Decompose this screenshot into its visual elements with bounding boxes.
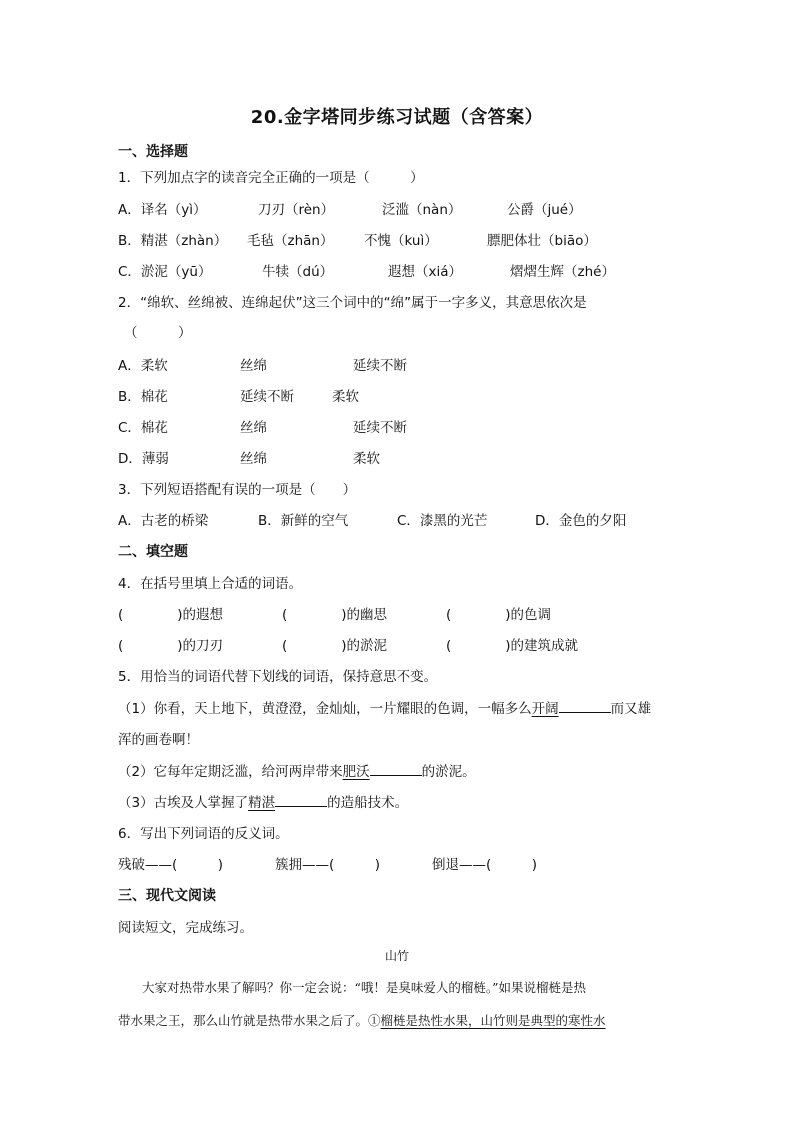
section-heading-reading: 三、现代文阅读 [118, 888, 216, 904]
question-5-part-1: （1）你看，天上地下，黄澄澄，金灿灿，一片耀眼的色调，一幅多么开阔 而又雄 [118, 701, 652, 717]
underlined-word: 开阔 [531, 701, 559, 717]
reading-title: 山竹 [384, 949, 409, 963]
reading-paragraph-line-1: 大家对热带水果了解吗？你一定会说：“哦！是臭味爱人的榴梿。”如果说榴梿是热 [142, 980, 587, 995]
question-3-stem: 3．下列短语搭配有误的一项是（ ） [118, 482, 357, 498]
question-5-part-1-cont: 浑的画卷啊！ [118, 732, 199, 748]
answer-blank[interactable] [370, 763, 422, 776]
question-4-stem: 4．在括号里填上合适的词语。 [118, 576, 303, 592]
underlined-word: 精湛 [248, 795, 276, 811]
answer-blank[interactable] [275, 794, 327, 807]
underlined-sentence: 榴梿是热性水果，山竹则是典型的寒性水 [380, 1013, 606, 1028]
reading-instruction: 阅读短文，完成练习。 [118, 920, 253, 936]
question-6-stem: 6．写出下列词语的反义词。 [118, 826, 289, 842]
question-2-stem: 2．“绵软、丝绵被、连绵起伏”这三个词中的“绵”属于一字多义，其意思依次是 [118, 295, 587, 311]
underlined-word: 肥沃 [342, 764, 370, 780]
reading-paragraph-line-2: 带水果之王，那么山竹就是热带水果之后了。①榴梿是热性水果，山竹则是典型的寒性水 [118, 1013, 606, 1028]
answer-blank[interactable] [559, 700, 611, 713]
question-5-part-2: （2）它每年定期泛滥，给河两岸带来肥沃 的淤泥。 [118, 764, 476, 780]
question-1-stem: 1．下列加点字的读音完全正确的一项是（ ） [118, 170, 424, 186]
page-title: 20.金字塔同步练习试题（含答案） [250, 107, 544, 128]
question-2-answer-paren: （ ） [124, 325, 192, 341]
question-5-stem: 5．用恰当的词语代替下划线的词语，保持意思不变。 [118, 669, 438, 685]
worksheet-page: 20.金字塔同步练习试题（含答案） 一、选择题 1．下列加点字的读音完全正确的一项是（ ） A．译名（yì） 刀刃（rèn） 泛滥（nàn） 公爵（jué） B．精湛（zhàn） 毛毡（zhān） 不愧（kuì） 膘肥体壮（biāo） C．淤泥（yū） 牛犊（dú） 遐想（xiá） 熠熠生辉（zhé） 2．“绵软、丝绵被、连绵起伏”这三个词中的“绵”属于一字多义，其意思依次是 （ ） A．柔软 丝绵 延续不断 B．棉花 延续不断 柔软 C．棉花 丝绵 延续不断 D．薄弱 丝绵 柔软 3．下列短语搭配有误的一项是（ ） A．古老的桥梁 B．新鲜的空气 C．漆黑的光芒 D．金色的夕阳 二、填空题 4．在括号里填上合适的词语。 ( )的遐想 ( )的幽思 ( )的色调 ( )的刀刃 ( )的淤泥 ( )的建筑成就 5．用恰当的词语代替下划线的词语，保持意思不变。 （1）你看，天上地下，黄澄澄，金灿灿，一片耀眼的色调，一幅多么开阔 而又雄 浑的画卷啊！ （2）它每年定期泛滥，给河两岸带来肥沃 的淤泥。 （3）古埃及人掌握了精湛 的造船技术。 6．写出下列词语的反义词。 残破——( ) 簇拥——( ) 倒退——( ) 三、现代文阅读 阅读短文，完成练习。 山竹 大家对热带水果了解吗？你一定会说：“哦！是臭味爱人的榴梿。”如果说榴梿是热 带水果之王，那么山竹就是热带水果之后了。①榴梿是热性水果，山竹则是典型的寒性水 [0, 0, 794, 1123]
question-5-part-3: （3）古埃及人掌握了精湛 的造船技术。 [118, 795, 409, 811]
section-heading-choice: 一、选择题 [118, 144, 188, 160]
section-heading-fill: 二、填空题 [118, 544, 188, 560]
